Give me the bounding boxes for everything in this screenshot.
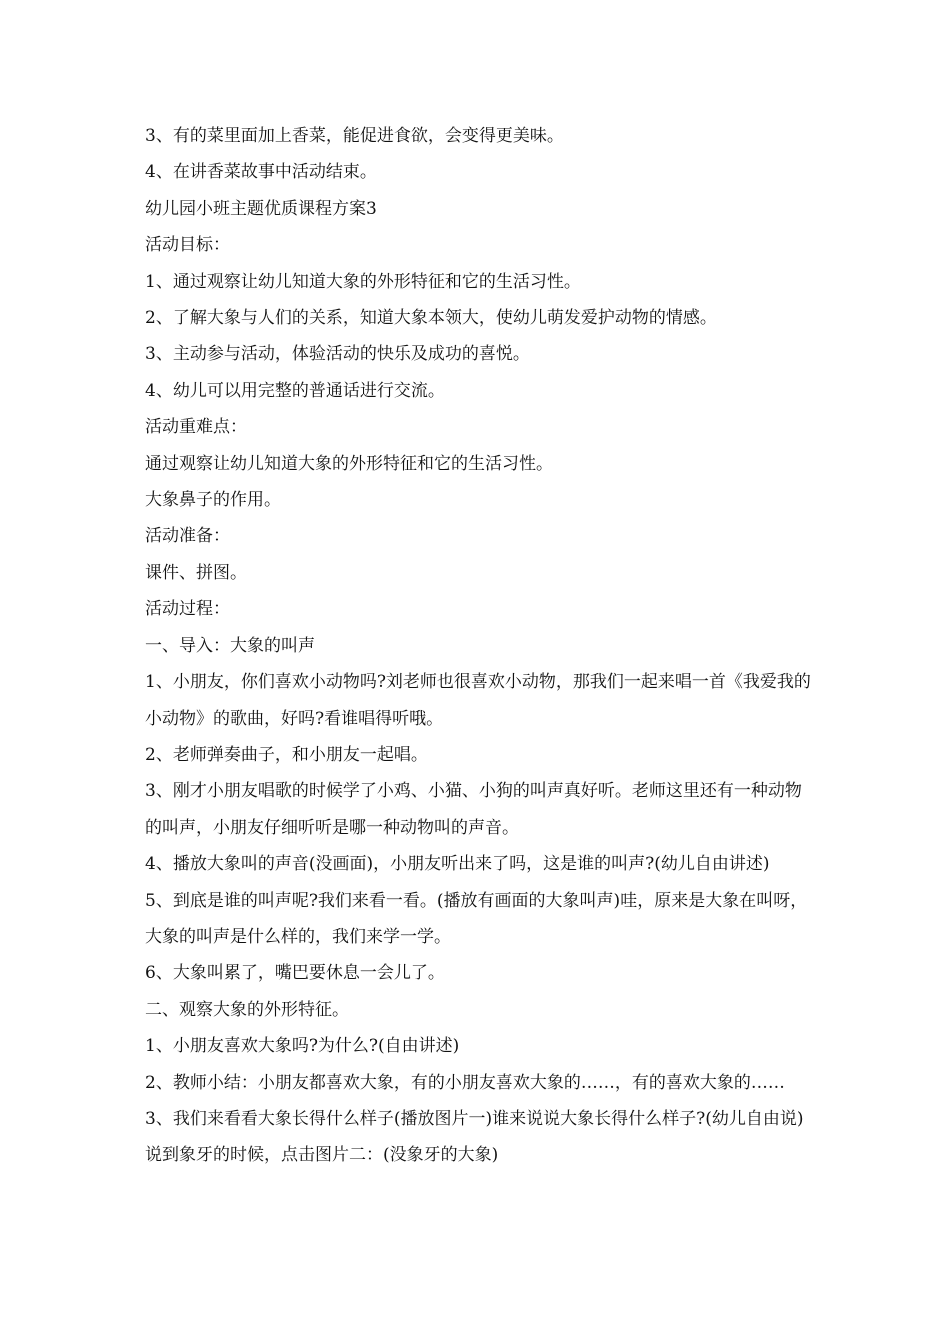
key-point-1: 通过观察让幼儿知道大象的外形特征和它的生活习性。 [145,453,553,474]
process-step-2-1: 1、小朋友喜欢大象吗?为什么?(自由讲述) [145,1036,460,1057]
process-step-1-6: 6、大象叫累了，嘴巴要休息一会儿了。 [145,963,445,984]
goal-item-4: 4、幼儿可以用完整的普通话进行交流。 [145,380,445,401]
process-step-1-1: 1、小朋友，你们喜欢小动物吗?刘老师也很喜欢小动物，那我们一起来唱一首《我爱我的小动物》的歌曲，好吗?看谁唱得听哦。 [145,672,811,729]
heading-preparation: 活动准备： [145,526,230,547]
process-step-1-4: 4、播放大象叫的声音(没画面)，小朋友听出来了吗，这是谁的叫声?(幼儿自由讲述) [145,854,770,875]
preparation-text: 课件、拼图。 [145,562,247,583]
section-title: 幼儿园小班主题优质课程方案3 [145,198,377,219]
heading-process: 活动过程： [145,599,230,620]
key-point-2: 大象鼻子的作用。 [145,490,281,511]
paragraph-2: 4、在讲香菜故事中活动结束。 [145,162,377,183]
document-body [145,118,813,1174]
paragraph-1: 3、有的菜里面加上香菜，能促进食欲，会变得更美味。 [145,126,564,146]
process-step-2-3: 3、我们来看看大象长得什么样子(播放图片一)谁来说说大象长得什么样子?(幼儿自由说)说到象牙的时候，点击图片二：(没象牙的大象) [145,1108,804,1166]
heading-goals: 活动目标： [145,235,230,256]
process-step-1-3: 3、刚才小朋友唱歌的时候学了小鸡、小猫、小狗的叫声真好听。老师这里还有一种动物的叫声，小朋友仔细听听是哪一种动物叫的声音。 [145,781,802,838]
process-step-1-5: 5、到底是谁的叫声呢?我们来看一看。(播放有画面的大象叫声)哇，原来是大象在叫呀，大象的叫声是什么样的，我们来学一学。 [145,890,808,947]
heading-key-points: 活动重难点： [145,417,247,438]
goal-item-2: 2、了解大象与人们的关系，知道大象本领大，使幼儿萌发爱护动物的情感。 [145,308,717,329]
process-step-2-2: 2、教师小结：小朋友都喜欢大象，有的小朋友喜欢大象的……，有的喜欢大象的…… [145,1072,785,1093]
goal-item-1: 1、通过观察让幼儿知道大象的外形特征和它的生活习性。 [145,271,581,292]
process-part-2: 二、观察大象的外形特征。 [145,999,349,1020]
goal-item-3: 3、主动参与活动，体验活动的快乐及成功的喜悦。 [145,344,530,365]
process-part-1: 一、导入：大象的叫声 [145,635,315,656]
process-step-1-2: 2、老师弹奏曲子，和小朋友一起唱。 [145,744,428,765]
